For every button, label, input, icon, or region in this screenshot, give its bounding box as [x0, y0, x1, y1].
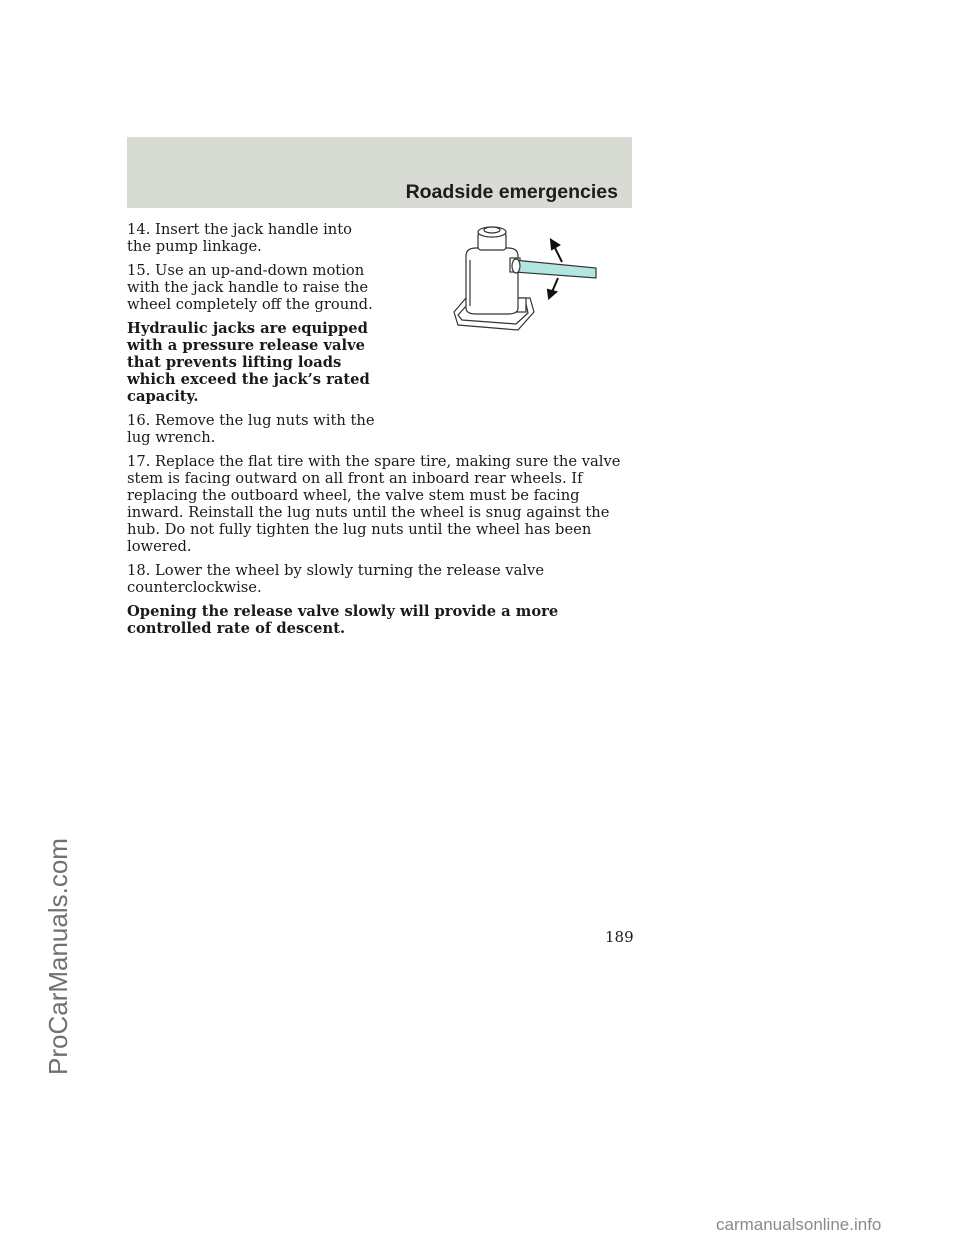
step-14: 14. Insert the jack handle into the pump linkage. [127, 221, 352, 255]
step-18: 18. Lower the wheel by slowly turning the release valve counterclockwise. [127, 562, 545, 596]
section-header-band [127, 137, 632, 208]
note-pressure-release: Hydraulic jacks are equipped with a pressure release valve that prevents lifting loads which exceed the jack’s rated capacity. [127, 320, 370, 405]
footer-site-url: carmanualsonline.info [716, 1215, 882, 1234]
step-16: 16. Remove the lug nuts with the lug wrench. [127, 412, 375, 446]
step-17: 17. Replace the flat tire with the spare tire, making sure the valve stem is facing outward on all front an inboard rear wheels. If replacing the outboard wheel, the valve stem must be facing inward. Reinstall the lug nuts until the wheel is snug against the hub. Do not fully tighten the lug nuts until the wheel has been lowered. [127, 453, 621, 555]
page-number: 189 [605, 928, 634, 946]
step-15: 15. Use an up-and-down motion with the jack handle to raise the wheel completely off the ground. [127, 262, 373, 313]
note-controlled-descent: Opening the release valve slowly will provide a more controlled rate of descent. [127, 603, 559, 637]
instructions-content [127, 221, 632, 644]
section-title: Roadside emergencies [405, 181, 618, 203]
watermark-text: ProCarManuals.com [43, 838, 73, 1075]
